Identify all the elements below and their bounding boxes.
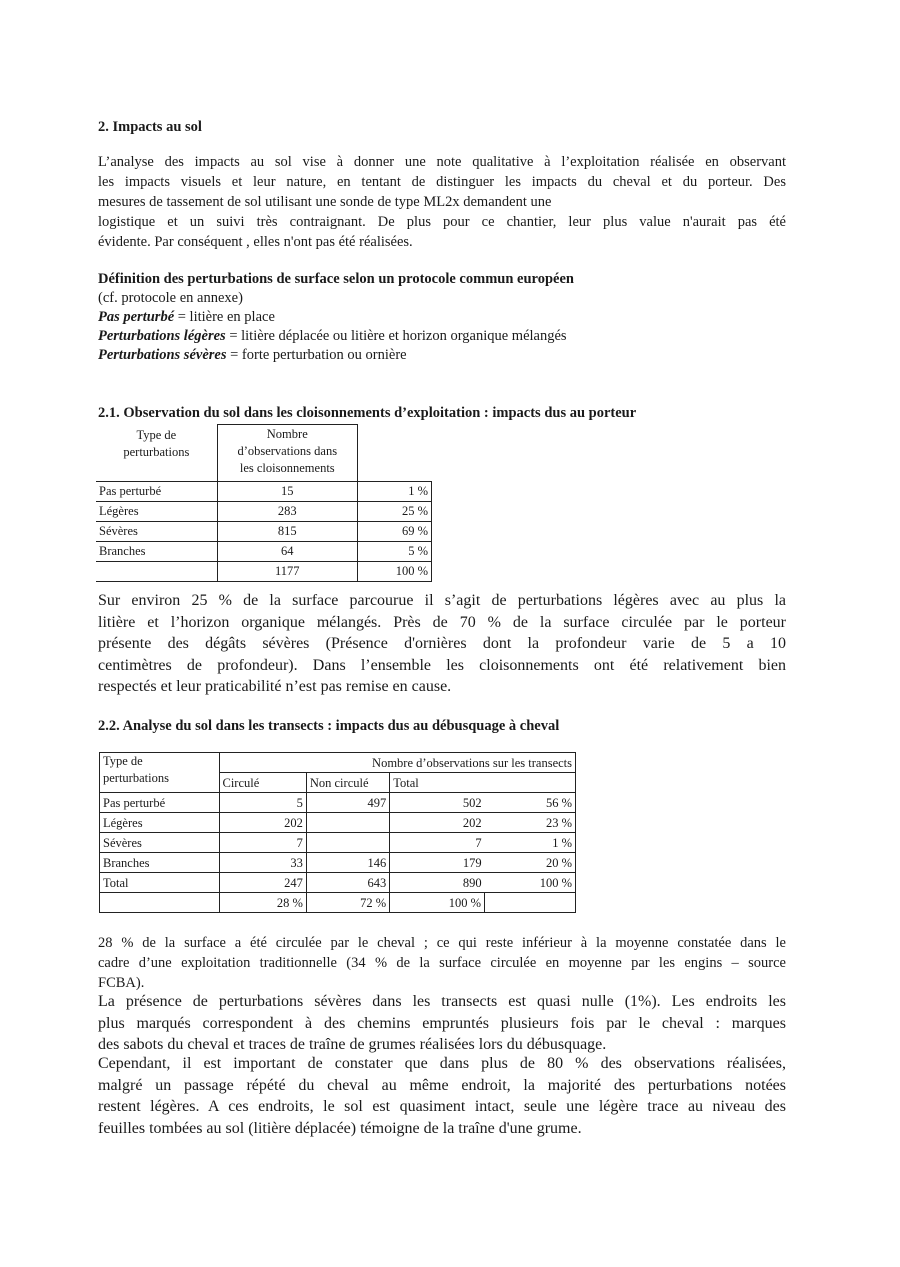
definitions-heading: Définition des perturbations de surface selon un protocole commun européen — [98, 271, 574, 287]
header-type: Type de perturbations — [100, 753, 220, 793]
table-row: Sévères 815 69 % — [96, 521, 432, 541]
definition-item — [98, 346, 574, 365]
definition-text: = litière en place — [174, 309, 275, 325]
definitions-ref: (cf. protocole en annexe) — [98, 290, 243, 306]
transects-table — [99, 752, 576, 913]
intro-line: mesures de tassement de sol utilisant une sonde de type ML2x demandent une — [98, 194, 552, 210]
definition-term: Perturbations légères — [98, 328, 226, 344]
definition-text: = litière déplacée ou litière et horizon organique mélangés — [225, 328, 567, 344]
table-row: Légères 283 25 % — [96, 501, 432, 521]
table-header-row — [96, 425, 432, 482]
table-share-row: 28 % 72 % 100 % — [100, 893, 576, 913]
intro-paragraph — [98, 152, 786, 252]
definition-item — [98, 308, 574, 327]
table-row: Branches 64 5 % — [96, 541, 432, 561]
header-type: Type de perturbations — [123, 427, 190, 459]
table-total-row: 1177 100 % — [96, 561, 432, 581]
table-row: Branches 33 146 179 20 % — [100, 853, 576, 873]
intro-line: logistique et un suivi très contraignant. De plus pour ce chantier, leur plus value n'aurait pas été — [98, 214, 786, 230]
transects-paragraph-3: Cependant, il est important de constater que dans plus de 80 % des observations réalisées, malgré un passage répété du cheval au même endroit, la majorité des perturbations notées restent légères. A ces endroits, le sol est quasiment intact, seule une légère trace au niveau des feuilles tombées au sol (litière déplacée) témoigne de la traîne d'une grume. — [98, 1055, 786, 1137]
table-row: Pas perturbé 5 497 502 56 % — [100, 793, 576, 813]
intro-line: L’analyse des impacts au sol vise à donner une note qualitative à l’exploitation réalisée en observant — [98, 154, 786, 170]
section-title: 2. Impacts au sol — [98, 119, 202, 135]
table-row: Sévères 7 7 1 % — [100, 833, 576, 853]
table-header-row — [100, 753, 576, 773]
table-row: Pas perturbé 15 1 % — [96, 481, 432, 501]
intro-line: les impacts visuels et leur nature, en tentant de distinguer les impacts du cheval et du porteur. Des — [98, 174, 786, 190]
definition-term: Pas perturbé — [98, 309, 175, 325]
definition-term: Perturbations sévères — [98, 347, 227, 363]
subsection-title-2-2: 2.2. Analyse du sol dans les transects : impacts dus au débusquage à cheval — [98, 718, 560, 734]
header-count: Nombre d’observations dans les cloisonnements — [217, 425, 357, 482]
transects-paragraph-1: 28 % de la surface a été circulée par le cheval ; ce qui reste inférieur à la moyenne constatée dans le cadre d’une exploitation traditionnelle (34 % de la surface circulée en moyenne par les engins – source FCBA). — [98, 935, 786, 991]
table-subheader-row: Circulé Non circulé Total — [100, 773, 576, 793]
definitions-block — [98, 270, 574, 365]
header-group: Nombre d’observations sur les transects — [219, 753, 576, 773]
definition-text: = forte perturbation ou ornière — [226, 347, 407, 363]
definition-item — [98, 327, 574, 346]
transects-paragraph-2: La présence de perturbations sévères dans les transects est quasi nulle (1%). Les endroits les plus marqués correspondent à des chemins empruntés plusieurs fois par le cheval : marques des sabots du cheval et traces de traîne de grumes réalisées lors du débusquage. — [98, 993, 786, 1053]
porteur-table — [96, 424, 432, 582]
subsection-title-2-1: 2.1. Observation du sol dans les cloisonnements d’exploitation : impacts dus au porteur — [98, 405, 637, 421]
porteur-paragraph: Sur environ 25 % de la surface parcourue il s’agit de perturbations légères avec au plus la litière et l’horizon organique mélangés. Près de 70 % de la surface circulée par le porteur présente des dégâts sévères (Présence d'ornières dont la profondeur varie de 5 a 10 centimètres de profondeur). Dans l’ensemble les cloisonnements ont été relativement bien respectés et leur praticabilité n’est pas remise en cause. — [98, 592, 786, 695]
table-total-row: Total 247 643 890 100 % — [100, 873, 576, 893]
table-row: Légères 202 202 23 % — [100, 813, 576, 833]
intro-line: évidente. Par conséquent , elles n'ont pas été réalisées. — [98, 234, 413, 250]
